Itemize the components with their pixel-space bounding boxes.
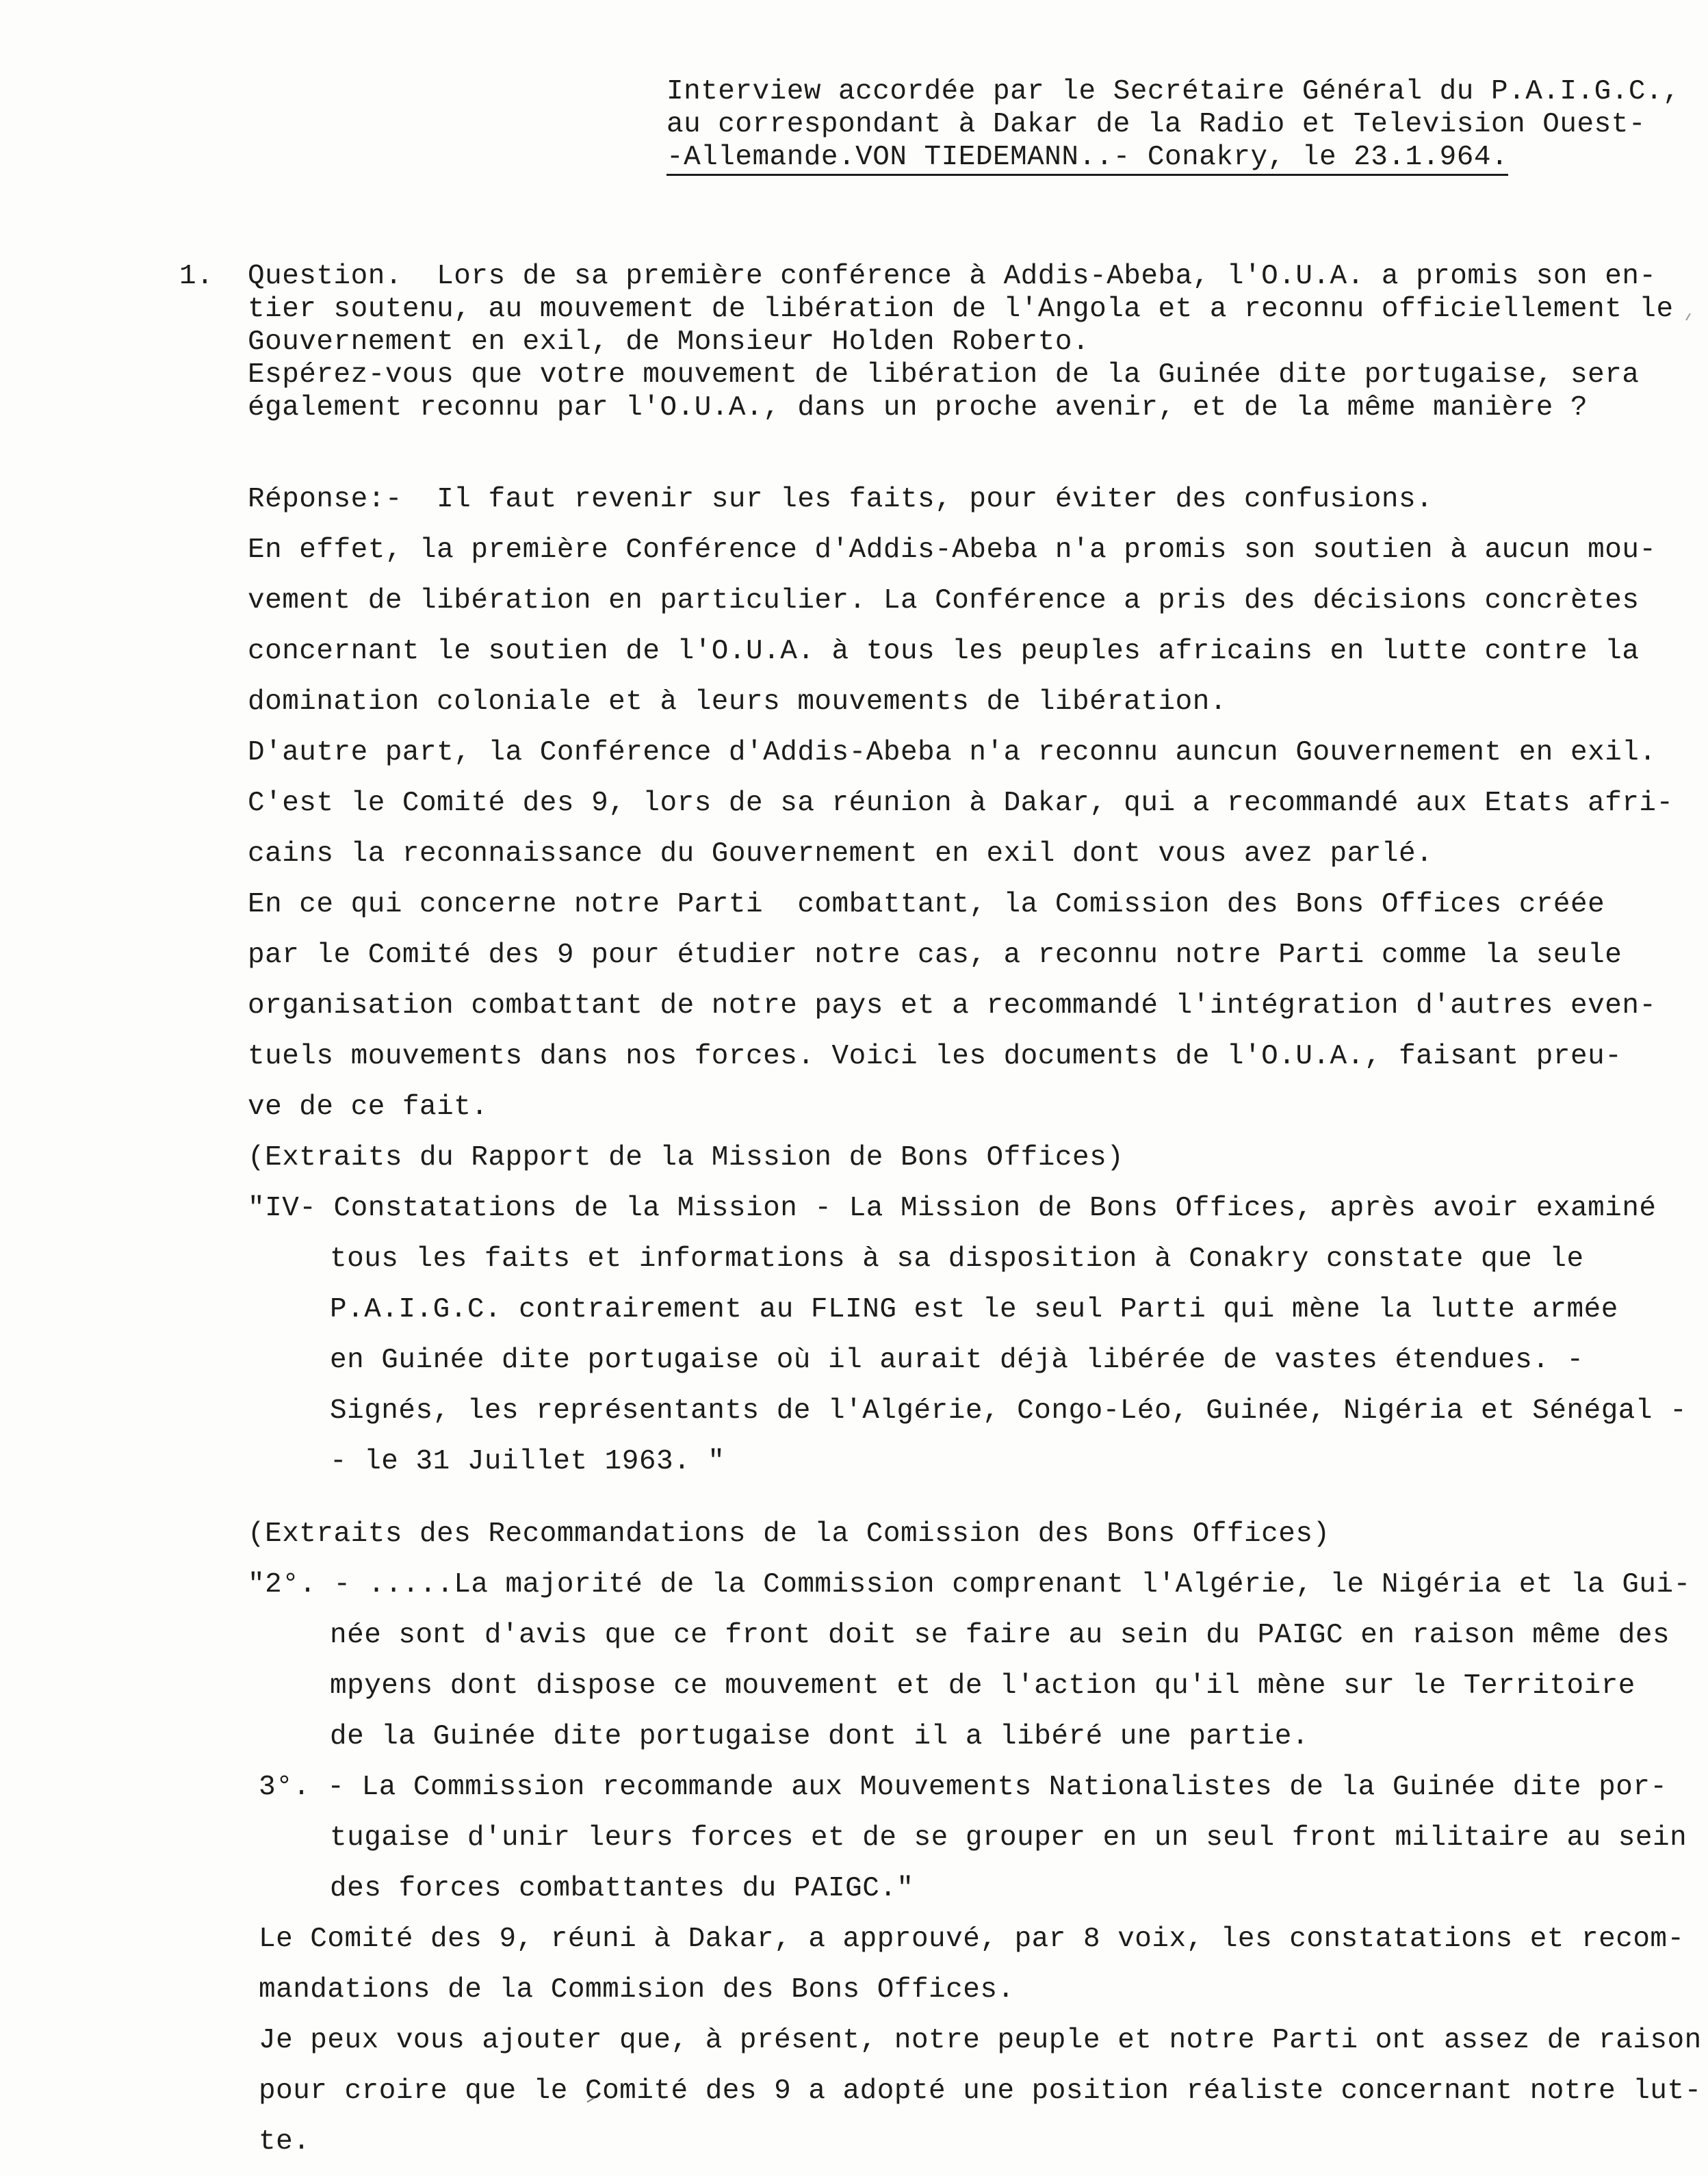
rec2-line: de la Guinée dite portugaise dont il a libéré une partie. xyxy=(330,1721,1309,1752)
question-line: Question. Lors de sa première conférence à Addis-Abeba, l'O.U.A. a promis son en- xyxy=(248,261,1657,292)
quote-first-line: "IV- Constatations de la Mission - La Mission de Bons Offices, après avoir examiné xyxy=(248,1193,1657,1224)
rec2-first-line: "2°. - .....La majorité de la Commission comprenant l'Algérie, le Nigéria et la Gui- xyxy=(248,1569,1691,1601)
rec3-line: tugaise d'unir leurs forces et de se grouper en un seul front militaire au sein xyxy=(330,1822,1687,1854)
question-line: Gouvernement en exil, de Monsieur Holden Roberto. xyxy=(248,326,1090,358)
quote-line: - le 31 Juillet 1963. " xyxy=(330,1446,725,1477)
question-number: 1. xyxy=(179,261,214,292)
recommendations-heading: (Extraits des Recommandations de la Comission des Bons Offices) xyxy=(248,1518,1330,1550)
response-line: D'autre part, la Conférence d'Addis-Abeba n'a reconnu auncun Gouvernement en exil. xyxy=(248,737,1657,768)
pen-tick-mark xyxy=(587,2098,594,2102)
response-line: cains la reconnaissance du Gouvernement en exil dont vous avez parlé. xyxy=(248,838,1434,870)
quote-line: tous les faits et informations à sa disposition à Conakry constate que le xyxy=(330,1243,1584,1275)
question-line: tier soutenu, au mouvement de libération de l'Angola et a reconnu officiellement le xyxy=(248,294,1674,325)
closing-line: Le Comité des 9, réuni à Dakar, a approuvé, par 8 voix, les constatations et recom- xyxy=(259,1924,1685,1955)
response-line: En effet, la première Conférence d'Addis-Abeba n'a promis son soutien à aucun mou- xyxy=(248,534,1657,566)
rec3-line: des forces combattantes du PAIGC." xyxy=(330,1873,914,1904)
response-line: organisation combattant de notre pays et a recommandé l'intégration d'autres even- xyxy=(248,990,1657,1022)
rec2-line: mpyens dont dispose ce mouvement et de l'action qu'il mène sur le Territoire xyxy=(330,1670,1635,1702)
quote-line: en Guinée dite portugaise où il aurait déjà libérée de vastes étendues. - xyxy=(330,1345,1584,1376)
header-line-underlined: -Allemande.VON TIEDEMANN..- Conakry, le 23.1.964. xyxy=(667,141,1508,176)
quote-line: Signés, les représentants de l'Algérie, Congo-Léo, Guinée, Nigéria et Sénégal - xyxy=(330,1395,1687,1427)
response-line: par le Comité des 9 pour étudier notre cas, a reconnu notre Parti comme la seule xyxy=(248,940,1622,971)
response-line: vement de libération en particulier. La Conférence a pris des décisions concrètes xyxy=(248,585,1640,617)
response-line: C'est le Comité des 9, lors de sa réunion à Dakar, qui a recommandé aux Etats afri- xyxy=(248,788,1674,819)
question-line: Espérez-vous que votre mouvement de libération de la Guinée dite portugaise, sera xyxy=(248,359,1640,391)
closing-line: pour croire que le Comité des 9 a adopté une position réaliste concernant notre lut- xyxy=(259,2075,1702,2107)
response-line: (Extraits du Rapport de la Mission de Bons Offices) xyxy=(248,1142,1124,1174)
response-line: Réponse:- Il faut revenir sur les faits, pour éviter des confusions. xyxy=(248,484,1434,515)
closing-line: te. xyxy=(259,2126,311,2158)
closing-line: mandations de la Commision des Bons Offices. xyxy=(259,1974,1015,2006)
question-line: également reconnu par l'O.U.A., dans un proche avenir, et de la même manière ? xyxy=(248,392,1588,424)
rec3-first-line: 3°. - La Commission recommande aux Mouvements Nationalistes de la Guinée dite por- xyxy=(259,1772,1668,1803)
rec2-line: née sont d'avis que ce front doit se faire au sein du PAIGC en raison même des xyxy=(330,1620,1670,1651)
response-line: En ce qui concerne notre Parti combattant, la Comission des Bons Offices créée xyxy=(248,889,1605,920)
margin-mark xyxy=(1686,313,1690,320)
response-line: tuels mouvements dans nos forces. Voici les documents de l'O.U.A., faisant preu- xyxy=(248,1041,1622,1072)
response-line: ve de ce fait. xyxy=(248,1091,489,1123)
response-line: concernant le soutien de l'O.U.A. à tous les peuples africains en lutte contre la xyxy=(248,636,1640,667)
response-line: domination coloniale et à leurs mouvements de libération. xyxy=(248,686,1227,718)
quote-line: P.A.I.G.C. contrairement au FLING est le seul Parti qui mène la lutte armée xyxy=(330,1294,1618,1325)
header-line: au correspondant à Dakar de la Radio et Television Ouest- xyxy=(667,109,1646,140)
header-line: Interview accordée par le Secrétaire Général du P.A.I.G.C., xyxy=(667,76,1681,107)
closing-line: Je peux vous ajouter que, à présent, notre peuple et notre Parti ont assez de raison xyxy=(259,2025,1702,2056)
